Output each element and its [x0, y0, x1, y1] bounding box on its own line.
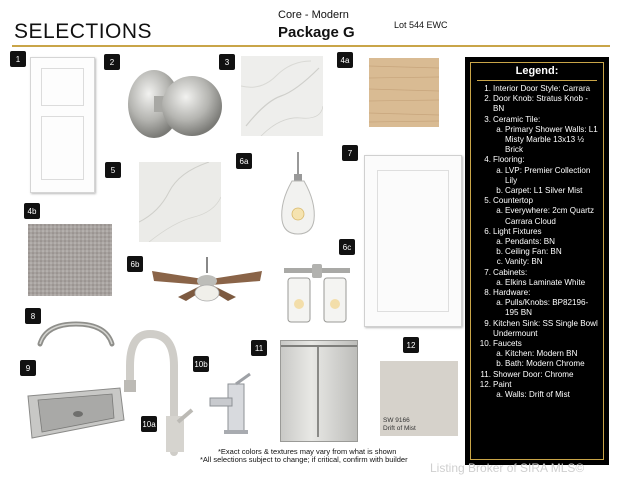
legend-item-number: 6. — [484, 226, 491, 236]
bath-faucet-image — [206, 368, 256, 436]
lot-label: Lot 544 EWC — [394, 20, 448, 30]
legend-item-text: Countertop — [493, 196, 534, 206]
tag-6c: 6c — [339, 239, 355, 255]
footer-note-colors: *Exact colors & textures may vary from what is shown — [218, 447, 397, 456]
legend-item-number: 11. — [480, 369, 491, 379]
tag-4a: 4a — [337, 52, 353, 68]
package-title: Package G — [278, 24, 355, 41]
legend-item-text: Interior Door Style: Carrara — [493, 84, 591, 93]
legend-subitem — [477, 349, 600, 359]
legend-subitem-letter: a. — [496, 206, 503, 216]
legend-item-text: Light Fixtures — [493, 226, 542, 236]
legend-subitem-letter: b. — [496, 359, 503, 369]
tag-2: 2 — [104, 54, 120, 70]
tag-11: 11 — [251, 340, 267, 356]
legend-subitem — [477, 166, 600, 186]
legend-subitem-text: Everywhere: 2cm Quartz Carrara Cloud — [505, 206, 595, 226]
collection-subtitle: Core - Modern — [278, 9, 349, 21]
legend-subitem-text: Bath: Modern Chrome — [505, 359, 585, 369]
tag-6b: 6b — [127, 256, 143, 272]
legend-subitem — [477, 298, 600, 318]
lvp-flooring-swatch — [369, 58, 439, 127]
legend-item-number: 3. — [484, 114, 491, 124]
header-rule — [12, 45, 610, 47]
cabinet-door-image — [364, 155, 462, 327]
legend-subitem — [477, 186, 600, 196]
legend-subitem-letter: a. — [496, 277, 503, 287]
tag-9: 9 — [20, 360, 36, 376]
tag-1: 1 — [10, 51, 26, 67]
paint-name: Drift of Mist — [383, 425, 416, 432]
legend-subitem-text: LVP: Premier Collection Lily — [505, 165, 591, 185]
legend-item-number: 10. — [479, 339, 491, 349]
legend-subitem-text: Walls: Drift of Mist — [505, 390, 570, 400]
countertop-swatch — [139, 162, 221, 242]
legend-subitem — [477, 359, 600, 369]
tag-8: 8 — [25, 308, 41, 324]
tag-4b: 4b — [24, 203, 40, 219]
legend-item-number: 2. — [484, 94, 491, 104]
carpet-swatch — [28, 224, 112, 296]
legend-subitem-letter: a. — [496, 237, 503, 247]
legend-item-text: Kitchen Sink: SS Single Bowl Undermount — [493, 318, 598, 338]
legend-subitem-text: Carpet: L1 Silver Mist — [505, 186, 583, 196]
tag-6a: 6a — [236, 153, 252, 169]
mls-watermark: Listing Broker of SIRA MLS© — [430, 461, 585, 475]
legend-item — [477, 339, 600, 349]
legend-subitem-text: Elkins Laminate White — [505, 277, 586, 287]
legend-rule — [477, 80, 597, 81]
door-knob-image — [124, 62, 224, 146]
legend-item-text: Flooring: — [493, 155, 525, 165]
legend-subitem — [477, 390, 600, 400]
footer-note-changes: *All selections subject to change; if critical, confirm with builder — [200, 455, 408, 464]
legend-subitem-text: Primary Shower Walls: L1 Misty Marble 13x13 ½ Brick — [505, 124, 598, 155]
legend-subitem-letter: a. — [496, 298, 503, 308]
ceramic-tile-swatch — [241, 56, 323, 136]
page-title: SELECTIONS — [14, 20, 153, 43]
legend-item — [477, 370, 600, 380]
legend-subitem — [477, 206, 600, 226]
legend-item — [477, 155, 600, 165]
legend-item-text: Door Knob: Stratus Knob - BN — [493, 94, 588, 114]
tag-5: 5 — [105, 162, 121, 178]
legend-item-text: Hardware: — [493, 288, 531, 298]
tag-7: 7 — [342, 145, 358, 161]
legend-item-number: 9. — [484, 318, 491, 328]
legend-item-number: 8. — [484, 288, 491, 298]
legend-panel — [465, 57, 609, 465]
legend-subitem — [477, 247, 600, 257]
paint-swatch — [380, 361, 458, 436]
tag-10b: 10b — [193, 356, 209, 372]
legend-subitem — [477, 278, 600, 288]
legend-item — [477, 84, 600, 94]
legend-item — [477, 319, 600, 339]
legend-item — [477, 196, 600, 206]
legend-subitem-text: Pendants: BN — [505, 237, 555, 247]
legend-subitem-letter: a. — [496, 349, 503, 359]
legend-item-number: 12. — [479, 379, 491, 389]
pendant-light-image — [262, 152, 334, 238]
legend-item-text: Faucets — [493, 339, 522, 349]
shower-door-image — [280, 340, 358, 442]
legend-item — [477, 115, 600, 125]
legend-item — [477, 268, 600, 278]
kitchen-faucet-image — [118, 326, 198, 456]
legend-subitem-text: Pulls/Knobs: BP82196-195 BN — [505, 298, 589, 318]
legend-subitem-letter: b. — [496, 247, 503, 257]
legend-item-number: 5. — [484, 196, 491, 206]
legend-subitem-text: Vanity: BN — [505, 257, 543, 267]
vanity-light-image — [278, 260, 356, 330]
legend-item-text: Cabinets: — [493, 267, 528, 277]
legend-subitem-letter: a. — [496, 390, 503, 400]
legend-subitem-text: Kitchen: Modern BN — [505, 349, 578, 359]
legend-subitem — [477, 125, 600, 156]
legend-subitem-text: Ceiling Fan: BN — [505, 247, 562, 257]
ceiling-fan-image — [148, 257, 266, 315]
legend-subitem-letter: c. — [496, 257, 503, 267]
legend-subitem-letter: b. — [496, 186, 503, 196]
legend-item-number: 1. — [484, 84, 491, 93]
legend-list — [477, 84, 600, 400]
legend-subitem-letter: a. — [496, 165, 503, 175]
legend-subitem-letter: a. — [496, 124, 503, 134]
legend-item-text: Paint — [493, 379, 512, 389]
legend-item — [477, 288, 600, 298]
kitchen-sink-image — [20, 378, 128, 450]
tag-12: 12 — [403, 337, 419, 353]
legend-item-number: 7. — [484, 267, 491, 277]
legend-item — [477, 227, 600, 237]
paint-code: SW 9166 — [383, 417, 410, 424]
legend-title: Legend: — [515, 65, 559, 77]
tag-10a: 10a — [141, 416, 157, 432]
legend-subitem — [477, 237, 600, 247]
door-image — [30, 57, 95, 193]
legend-item-number: 4. — [484, 155, 491, 165]
cabinet-pull-image — [36, 318, 116, 352]
legend-item-text: Ceramic Tile: — [493, 114, 541, 124]
tag-3: 3 — [219, 54, 235, 70]
legend-item — [477, 94, 600, 114]
legend-subitem — [477, 257, 600, 267]
legend-item-text: Shower Door: Chrome — [493, 369, 574, 379]
legend-item — [477, 380, 600, 390]
